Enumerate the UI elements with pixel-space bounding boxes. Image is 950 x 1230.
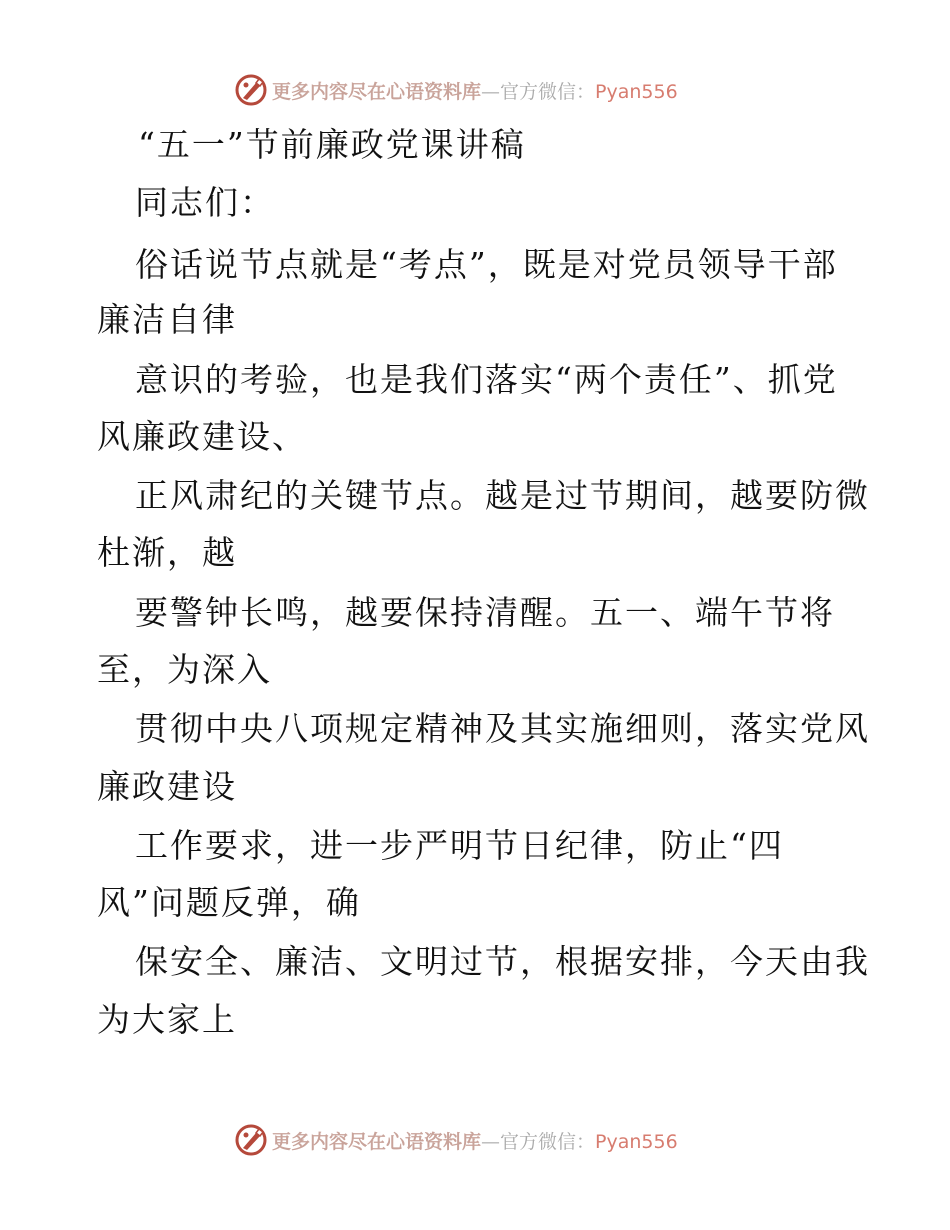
body-line: 风廉政建设、 bbox=[97, 417, 307, 456]
watermark-text bbox=[272, 1127, 678, 1154]
watermark-main: 更多内容尽在心语资料库 bbox=[272, 80, 482, 103]
watermark-dash: — bbox=[481, 1130, 501, 1153]
footer-watermark bbox=[234, 1120, 678, 1160]
body-line: 贯彻中央八项规定精神及其实施细则，落实党风 bbox=[135, 709, 870, 748]
watermark-main: 更多内容尽在心语资料库 bbox=[272, 1130, 482, 1153]
header-watermark bbox=[234, 70, 678, 110]
body-line: 正风肃纪的关键节点。越是过节期间，越要防微 bbox=[135, 476, 870, 515]
watermark-wechat-id: Pyan556 bbox=[595, 80, 678, 103]
body-line: 意识的考验，也是我们落实“两个责任”、抓党 bbox=[135, 360, 838, 399]
body-line: 杜渐，越 bbox=[97, 533, 237, 572]
body-line: 要警钟长鸣，越要保持清醒。五一、端午节将 bbox=[135, 593, 835, 632]
body-line: 风”问题反弹，确 bbox=[97, 883, 361, 922]
body-line: 保安全、廉洁、文明过节，根据安排，今天由我 bbox=[135, 942, 870, 981]
watermark-dash: — bbox=[481, 80, 501, 103]
body-line: 俗话说节点就是“考点”，既是对党员领导干部 bbox=[135, 245, 838, 284]
document-title: “五一”节前廉政党课讲稿 bbox=[138, 125, 526, 164]
body-line: 工作要求，进一步严明节日纪律，防止“四 bbox=[135, 826, 784, 865]
watermark-text bbox=[272, 77, 678, 104]
body-line: 廉政建设 bbox=[97, 767, 237, 806]
pen-seal-logo-icon bbox=[234, 73, 268, 107]
body-line: 为大家上 bbox=[97, 1000, 237, 1039]
pen-seal-logo-icon bbox=[234, 1123, 268, 1157]
watermark-label: 官方微信： bbox=[500, 1130, 596, 1153]
body-line: 同志们： bbox=[135, 183, 275, 222]
body-line: 至，为深入 bbox=[97, 650, 272, 689]
body-line: 廉洁自律 bbox=[97, 300, 237, 339]
watermark-wechat-id: Pyan556 bbox=[595, 1130, 678, 1153]
watermark-label: 官方微信： bbox=[500, 80, 596, 103]
